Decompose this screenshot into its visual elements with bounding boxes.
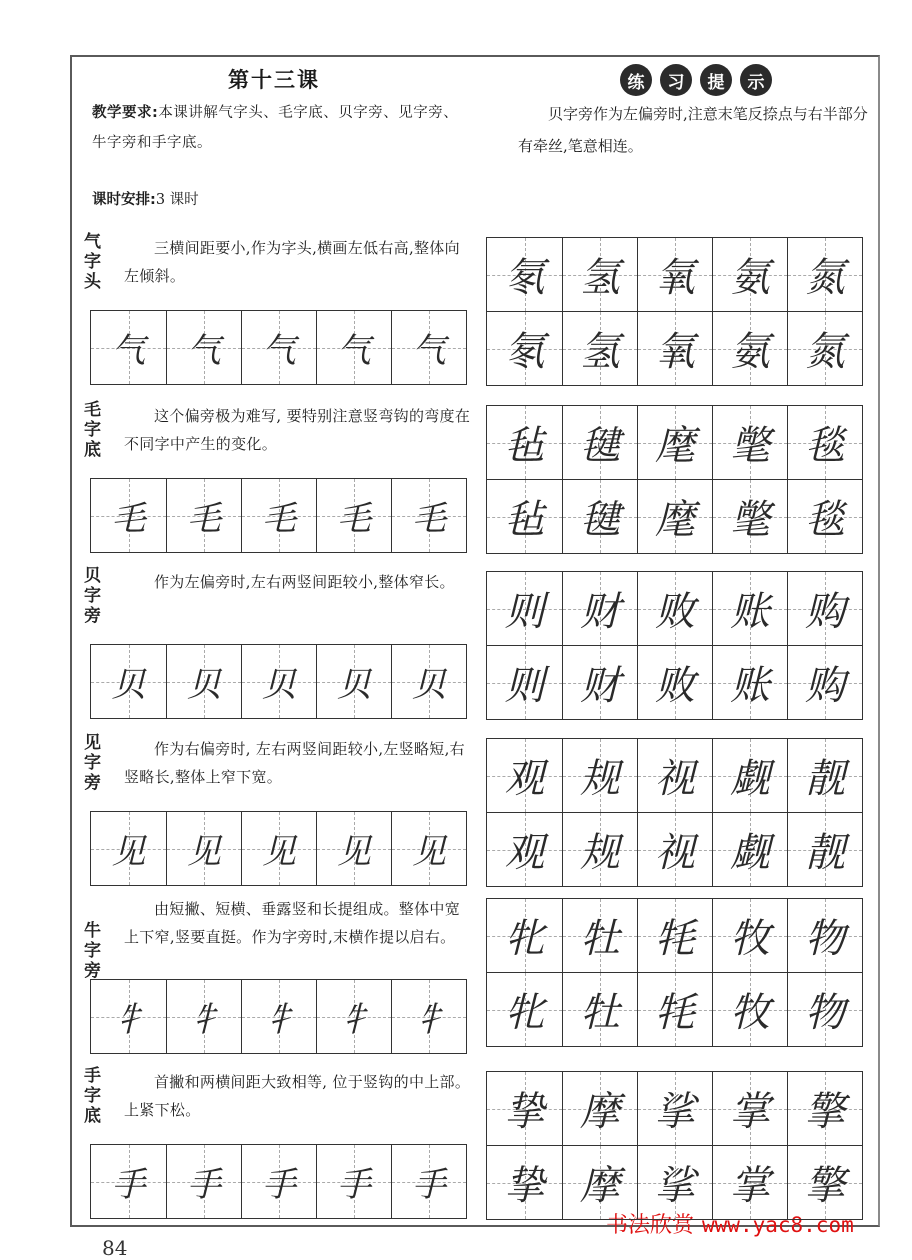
- grid-cell: [166, 479, 241, 552]
- grid-cell: [487, 646, 562, 719]
- example-glyph: 靓: [805, 830, 845, 876]
- grid-cell: [562, 312, 637, 385]
- example-glyph: 则: [504, 589, 545, 635]
- component-glyph: 毛: [111, 499, 146, 539]
- tip-badge: 习: [660, 64, 692, 96]
- component-glyph: 贝: [111, 665, 146, 705]
- grid-cell: [241, 645, 316, 718]
- grid-cell: [487, 238, 562, 311]
- example-glyph: 挲: [655, 1089, 695, 1135]
- example-glyph: 牝: [504, 990, 545, 1036]
- component-glyph: 贝: [337, 665, 371, 705]
- radical-label: 见字旁: [84, 733, 101, 793]
- grid-cell: [241, 311, 316, 384]
- grid-cell: [487, 1146, 562, 1219]
- component-glyph: 气: [111, 331, 146, 371]
- component-practice-grid: [90, 310, 467, 385]
- example-glyph: 摩: [580, 1163, 620, 1209]
- example-glyph: 挲: [655, 1163, 695, 1209]
- grid-cell: [562, 739, 637, 812]
- example-glyph: 擎: [805, 1089, 845, 1135]
- grid-cell: [166, 645, 241, 718]
- watermark-url: www.yac8.com: [702, 1213, 854, 1237]
- example-glyph: 氨: [730, 255, 770, 301]
- example-glyph: 牝: [504, 916, 545, 962]
- grid-cell: [487, 973, 562, 1046]
- grid-cell: [166, 812, 241, 885]
- example-practice-grid: [486, 571, 863, 720]
- grid-cell: [712, 813, 787, 886]
- grid-cell: [391, 645, 466, 718]
- grid-cell: [712, 739, 787, 812]
- grid-cell: [166, 311, 241, 384]
- teaching-requirement: [92, 98, 472, 158]
- example-practice-grid: [486, 1071, 863, 1220]
- grid-row: [487, 479, 862, 553]
- grid-cell: [562, 646, 637, 719]
- grid-cell: [787, 312, 862, 385]
- example-glyph: 氡: [504, 329, 545, 375]
- component-glyph: 手: [412, 1165, 446, 1205]
- grid-cell: [787, 480, 862, 553]
- grid-cell: [316, 479, 391, 552]
- grid-cell: [787, 899, 862, 972]
- grid-cell: [637, 739, 712, 812]
- component-practice-grid: [90, 979, 467, 1054]
- grid-cell: [712, 238, 787, 311]
- example-glyph: 视: [655, 756, 695, 802]
- example-glyph: 牡: [580, 916, 620, 962]
- example-glyph: 氢: [580, 255, 620, 301]
- example-practice-grid: [486, 237, 863, 386]
- example-glyph: 氧: [655, 255, 695, 301]
- grid-cell: [91, 1145, 166, 1218]
- grid-cell: [91, 479, 166, 552]
- example-glyph: 麾: [655, 497, 695, 543]
- example-practice-grid: [486, 738, 863, 887]
- grid-cell: [487, 406, 562, 479]
- grid-cell: [391, 1145, 466, 1218]
- grid-cell: [487, 1072, 562, 1145]
- grid-cell: [91, 980, 166, 1053]
- component-glyph: 手: [262, 1165, 296, 1205]
- example-glyph: 购: [805, 663, 845, 709]
- grid-row: [487, 238, 862, 311]
- grid-cell: [166, 1145, 241, 1218]
- grid-row: [487, 739, 862, 812]
- component-glyph: 牜: [111, 1000, 146, 1040]
- radical-description: 作为左偏旁时,左右两竖间距较小,整体窄长。: [154, 573, 455, 591]
- grid-cell: [787, 646, 862, 719]
- example-glyph: 摩: [580, 1089, 620, 1135]
- example-glyph: 毯: [805, 497, 845, 543]
- grid-cell: [391, 479, 466, 552]
- grid-cell: [787, 238, 862, 311]
- component-glyph: 牜: [337, 1000, 371, 1040]
- grid-cell: [712, 646, 787, 719]
- example-glyph: 牧: [730, 990, 770, 1036]
- grid-row: [91, 980, 466, 1053]
- watermark-text: 书法欣赏: [606, 1213, 695, 1238]
- grid-cell: [166, 980, 241, 1053]
- grid-cell: [712, 406, 787, 479]
- grid-cell: [562, 1072, 637, 1145]
- tip-badge: 练: [620, 64, 652, 96]
- grid-cell: [712, 312, 787, 385]
- component-glyph: 见: [412, 832, 446, 872]
- component-glyph: 贝: [262, 665, 296, 705]
- example-glyph: 氧: [655, 329, 695, 375]
- example-glyph: 物: [805, 990, 845, 1036]
- example-glyph: 毯: [805, 423, 845, 469]
- grid-cell: [562, 406, 637, 479]
- grid-row: [487, 311, 862, 385]
- example-practice-grid: [486, 405, 863, 554]
- grid-cell: [487, 739, 562, 812]
- example-glyph: 财: [580, 589, 620, 635]
- grid-cell: [562, 813, 637, 886]
- grid-cell: [712, 572, 787, 645]
- grid-row: [487, 899, 862, 972]
- grid-cell: [391, 980, 466, 1053]
- grid-cell: [487, 899, 562, 972]
- grid-row: [487, 1072, 862, 1145]
- example-glyph: 规: [580, 830, 620, 876]
- component-glyph: 气: [412, 331, 446, 371]
- component-glyph: 见: [337, 832, 371, 872]
- grid-cell: [562, 572, 637, 645]
- example-glyph: 物: [805, 916, 845, 962]
- radical-description: 由短撇、短横、垂露竖和长提组成。整体中宽上下窄,竖要直挺。作为字旁时,末横作提以启右。: [124, 900, 461, 946]
- component-practice-grid: [90, 811, 467, 886]
- grid-cell: [637, 572, 712, 645]
- example-glyph: 觑: [730, 830, 770, 876]
- grid-cell: [787, 973, 862, 1046]
- grid-cell: [712, 973, 787, 1046]
- grid-cell: [241, 812, 316, 885]
- grid-cell: [712, 1072, 787, 1145]
- grid-cell: [316, 812, 391, 885]
- example-glyph: 擎: [805, 1163, 845, 1209]
- grid-cell: [316, 1145, 391, 1218]
- grid-cell: [487, 813, 562, 886]
- grid-cell: [787, 739, 862, 812]
- practice-tips-heading: [620, 64, 772, 96]
- example-glyph: 败: [655, 663, 695, 709]
- component-glyph: 牜: [412, 1000, 446, 1040]
- grid-cell: [562, 973, 637, 1046]
- radical-description: 三横间距要小,作为字头,横画左低右高,整体向左倾斜。: [124, 239, 460, 285]
- example-glyph: 毽: [580, 423, 620, 469]
- grid-row: [487, 972, 862, 1046]
- grid-cell: [241, 479, 316, 552]
- schedule-text: 3 课时: [155, 192, 199, 208]
- component-glyph: 手: [187, 1165, 221, 1205]
- example-glyph: 氨: [730, 329, 770, 375]
- grid-cell: [637, 646, 712, 719]
- component-glyph: 贝: [187, 665, 221, 705]
- radical-label: 牛字旁: [84, 921, 101, 981]
- grid-cell: [637, 899, 712, 972]
- example-glyph: 购: [805, 589, 845, 635]
- grid-cell: [91, 311, 166, 384]
- example-glyph: 氡: [504, 255, 545, 301]
- example-glyph: 牧: [730, 916, 770, 962]
- grid-cell: [241, 1145, 316, 1218]
- component-practice-grid: [90, 1144, 467, 1219]
- component-glyph: 毛: [262, 499, 296, 539]
- grid-row: [487, 812, 862, 886]
- example-glyph: 账: [730, 663, 770, 709]
- tip-badge: 提: [700, 64, 732, 96]
- example-glyph: 视: [655, 830, 695, 876]
- grid-cell: [637, 406, 712, 479]
- grid-cell: [637, 480, 712, 553]
- example-glyph: 则: [504, 663, 545, 709]
- grid-cell: [316, 980, 391, 1053]
- tip-badge: 示: [740, 64, 772, 96]
- example-glyph: 毡: [504, 497, 545, 543]
- grid-cell: [562, 899, 637, 972]
- example-glyph: 财: [580, 663, 620, 709]
- grid-row: [487, 572, 862, 645]
- example-glyph: 掌: [730, 1089, 770, 1135]
- grid-cell: [637, 238, 712, 311]
- grid-cell: [487, 312, 562, 385]
- requirement-text: 本课讲解气字头、毛字底、贝字旁、见字旁、牛字旁和手字底。: [92, 105, 459, 151]
- radical-label: 毛字底: [84, 400, 101, 460]
- component-glyph: 见: [111, 832, 146, 872]
- grid-cell: [712, 480, 787, 553]
- radical-label: 贝字旁: [84, 566, 101, 626]
- example-glyph: 氮: [805, 329, 845, 375]
- grid-cell: [391, 812, 466, 885]
- grid-row: [91, 645, 466, 718]
- component-glyph: 牜: [187, 1000, 221, 1040]
- grid-cell: [637, 973, 712, 1046]
- example-glyph: 靓: [805, 756, 845, 802]
- grid-cell: [637, 1146, 712, 1219]
- example-glyph: 氅: [730, 497, 770, 543]
- component-glyph: 毛: [187, 499, 221, 539]
- example-glyph: 挚: [504, 1089, 545, 1135]
- grid-cell: [562, 480, 637, 553]
- component-glyph: 手: [111, 1165, 146, 1205]
- radical-label: 气字头: [84, 232, 101, 292]
- grid-row: [91, 479, 466, 552]
- grid-row: [487, 406, 862, 479]
- grid-cell: [712, 899, 787, 972]
- radical-description: 首撇和两横间距大致相等, 位于竖钩的中上部。上紧下松。: [124, 1073, 471, 1119]
- example-glyph: 败: [655, 589, 695, 635]
- component-glyph: 气: [262, 331, 296, 371]
- radical-description: 这个偏旁极为难写, 要特别注意竖弯钩的弯度在不同字中产生的变化。: [124, 407, 471, 453]
- example-glyph: 牦: [655, 916, 695, 962]
- grid-row: [91, 1145, 466, 1218]
- grid-cell: [787, 406, 862, 479]
- grid-cell: [787, 1072, 862, 1145]
- example-glyph: 毽: [580, 497, 620, 543]
- component-practice-grid: [90, 478, 467, 553]
- example-glyph: 氮: [805, 255, 845, 301]
- component-glyph: 见: [187, 832, 221, 872]
- example-glyph: 观: [504, 830, 545, 876]
- example-glyph: 牡: [580, 990, 620, 1036]
- grid-cell: [391, 311, 466, 384]
- grid-row: [487, 645, 862, 719]
- grid-row: [91, 812, 466, 885]
- grid-cell: [787, 813, 862, 886]
- grid-row: [487, 1145, 862, 1219]
- example-glyph: 觑: [730, 756, 770, 802]
- example-glyph: 观: [504, 756, 545, 802]
- component-glyph: 牜: [262, 1000, 296, 1040]
- schedule-label: 课时安排:: [92, 192, 156, 208]
- grid-cell: [241, 980, 316, 1053]
- grid-cell: [91, 645, 166, 718]
- schedule: [92, 188, 199, 209]
- example-glyph: 麾: [655, 423, 695, 469]
- component-glyph: 手: [337, 1165, 371, 1205]
- grid-cell: [487, 480, 562, 553]
- component-glyph: 毛: [337, 499, 371, 539]
- radical-label: 手字底: [84, 1066, 101, 1126]
- grid-cell: [316, 311, 391, 384]
- example-practice-grid: [486, 898, 863, 1047]
- component-glyph: 气: [187, 331, 221, 371]
- component-practice-grid: [90, 644, 467, 719]
- example-glyph: 账: [730, 589, 770, 635]
- grid-cell: [562, 238, 637, 311]
- example-glyph: 氅: [730, 423, 770, 469]
- grid-cell: [637, 312, 712, 385]
- component-glyph: 毛: [412, 499, 446, 539]
- grid-cell: [637, 1072, 712, 1145]
- grid-cell: [637, 813, 712, 886]
- example-glyph: 挚: [504, 1163, 545, 1209]
- lesson-title: 第十三课: [228, 68, 320, 92]
- grid-cell: [787, 1146, 862, 1219]
- example-glyph: 毡: [504, 423, 545, 469]
- page-number: 84: [102, 1236, 128, 1260]
- grid-cell: [712, 1146, 787, 1219]
- requirement-label: 教学要求:: [92, 105, 159, 121]
- grid-row: [91, 311, 466, 384]
- example-glyph: 规: [580, 756, 620, 802]
- component-glyph: 贝: [412, 665, 446, 705]
- practice-tips-text: 贝字旁作为左偏旁时,注意末笔反捺点与右半部分有牵丝,笔意相连。: [518, 105, 868, 155]
- grid-cell: [487, 572, 562, 645]
- radical-description: 作为右偏旁时, 左右两竖间距较小,左竖略短,右竖略长,整体上窄下宽。: [124, 740, 465, 786]
- grid-cell: [91, 812, 166, 885]
- component-glyph: 气: [337, 331, 371, 371]
- component-glyph: 见: [262, 832, 296, 872]
- grid-cell: [787, 572, 862, 645]
- grid-cell: [316, 645, 391, 718]
- example-glyph: 掌: [730, 1163, 770, 1209]
- example-glyph: 牦: [655, 990, 695, 1036]
- example-glyph: 氢: [580, 329, 620, 375]
- grid-cell: [562, 1146, 637, 1219]
